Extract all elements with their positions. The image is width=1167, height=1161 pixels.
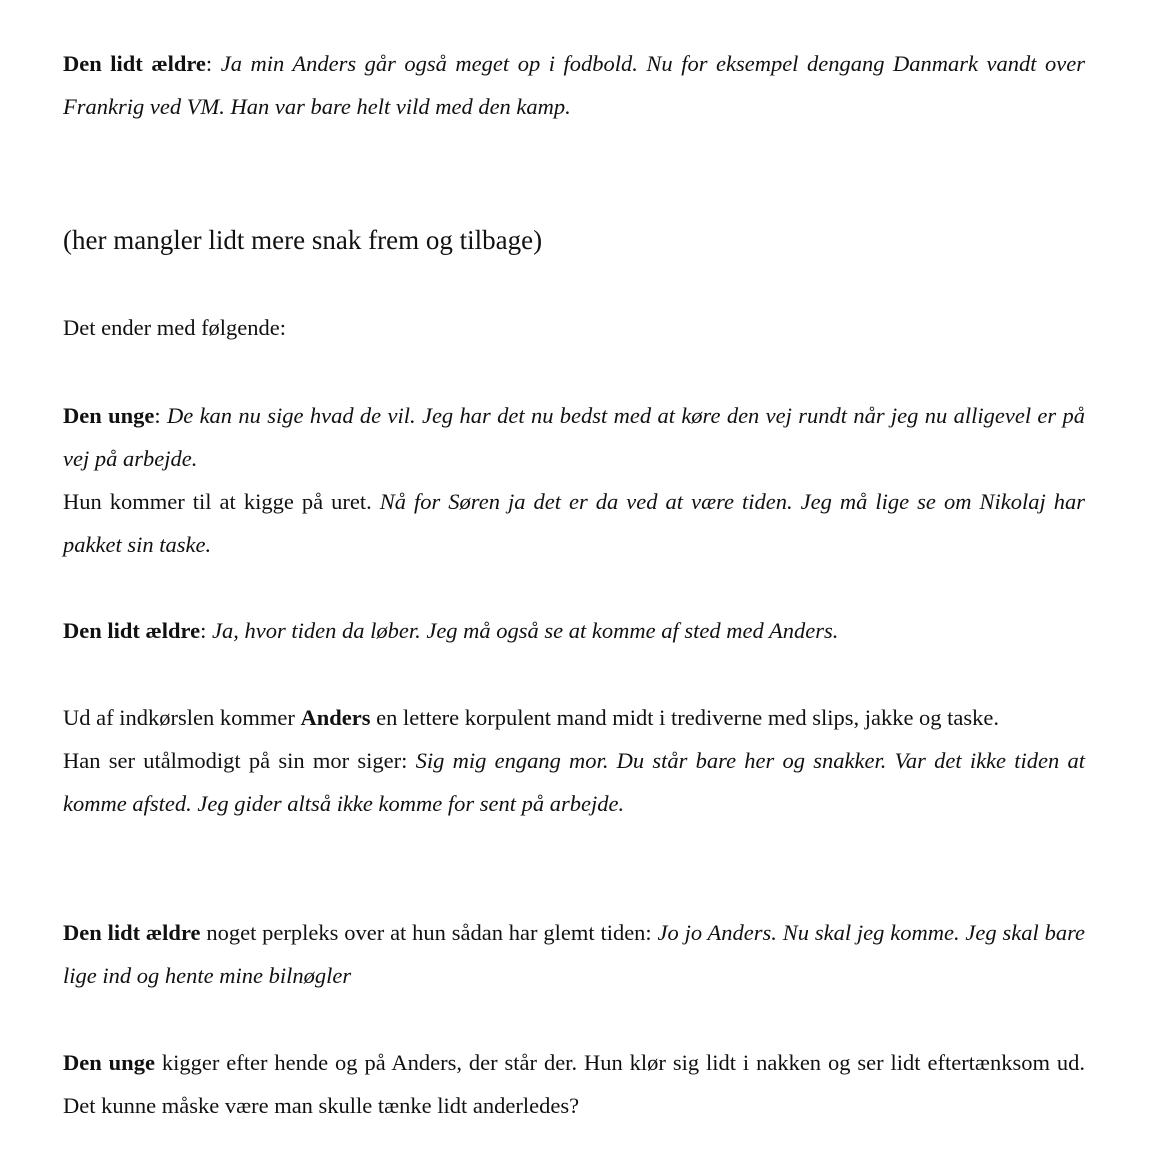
character-name: Anders [300, 705, 371, 730]
paragraph-young-route: Den unge: De kan nu sige hvad de vil. Jeg har det nu bedst med at køre den vej rundt når jeg nu alligevel er på vej på arbejde. Hun kommer til at kigge på uret. Nå for Søren ja det er da ved at være tiden. Jeg må lige se om Nikolaj har pakket sin taske. [63, 403, 1085, 557]
dialogue-text: Nå for Søren ja det er da ved at være tiden. Jeg må lige se om Nikolaj har pakket sin taske. [63, 489, 1085, 557]
paragraph-young-thinks [63, 1041, 1085, 1127]
dialogue-text: De kan nu sige hvad de vil. Jeg har det nu bedst med at køre den vej rundt når jeg nu alligevel er på vej på arbejde. [63, 403, 1085, 471]
speaker-label: Den unge [63, 1050, 155, 1075]
dialogue-text: Sig mig engang mor. Du står bare her og snakker. Var det ikke tiden at komme afsted. Jeg gider altså ikke komme for sent på arbejde. [63, 748, 1085, 816]
dialogue-text: Ja min Anders går også meget op i fodbold. Nu for eksempel dengang Danmark vandt over Frankrig ved VM. Han var bare helt vild med den kamp. [63, 51, 1085, 119]
speaker-label: Den unge [63, 403, 155, 428]
omission-note: (her mangler lidt mere snak frem og tilbage) [63, 225, 543, 255]
paragraph-anders-enters [63, 696, 1085, 825]
narration-text: en lettere korpulent mand midt i trediverne med slips, jakke og taske. [376, 705, 1000, 730]
paragraph-elder-football: Den lidt ældre: Ja min Anders går også meget op i fodbold. Nu for eksempel dengang Danmark vandt over Frankrig ved VM. Han var bare helt vild med den kamp. [63, 51, 1085, 119]
narration-text: Ud af indkørslen kommer [63, 705, 295, 730]
narration-text: Han ser utålmodigt på sin mor siger: [63, 748, 408, 773]
dialogue-text: Jo jo Anders. Nu skal jeg komme. Jeg skal bare lige ind og hente mine bilnøgler [63, 920, 1085, 988]
speaker-label: Den lidt ældre [63, 920, 201, 945]
narration-text: Hun kommer til at kigge på uret. [63, 489, 372, 514]
narration-text: noget perpleks over at hun sådan har glemt tiden: [206, 920, 652, 945]
speaker-label: Den lidt ældre [63, 51, 206, 76]
narration-text: kigger efter hende og på Anders, der står der. Hun klør sig lidt i nakken og ser lidt eftertænksom ud. Det kunne måske være man skulle tænke lidt anderledes? [63, 1050, 1085, 1118]
paragraph-elder-time: Den lidt ældre: Ja, hvor tiden da løber. Jeg må også se at komme af sted med Anders. [63, 618, 839, 643]
paragraph-elder-perplexed [63, 911, 1085, 997]
speaker-label: Den lidt ældre [63, 618, 201, 643]
paragraph-ending-intro: Det ender med følgende: [63, 315, 287, 340]
dialogue-text: Ja, hvor tiden da løber. Jeg må også se at komme af sted med Anders. [211, 618, 839, 643]
